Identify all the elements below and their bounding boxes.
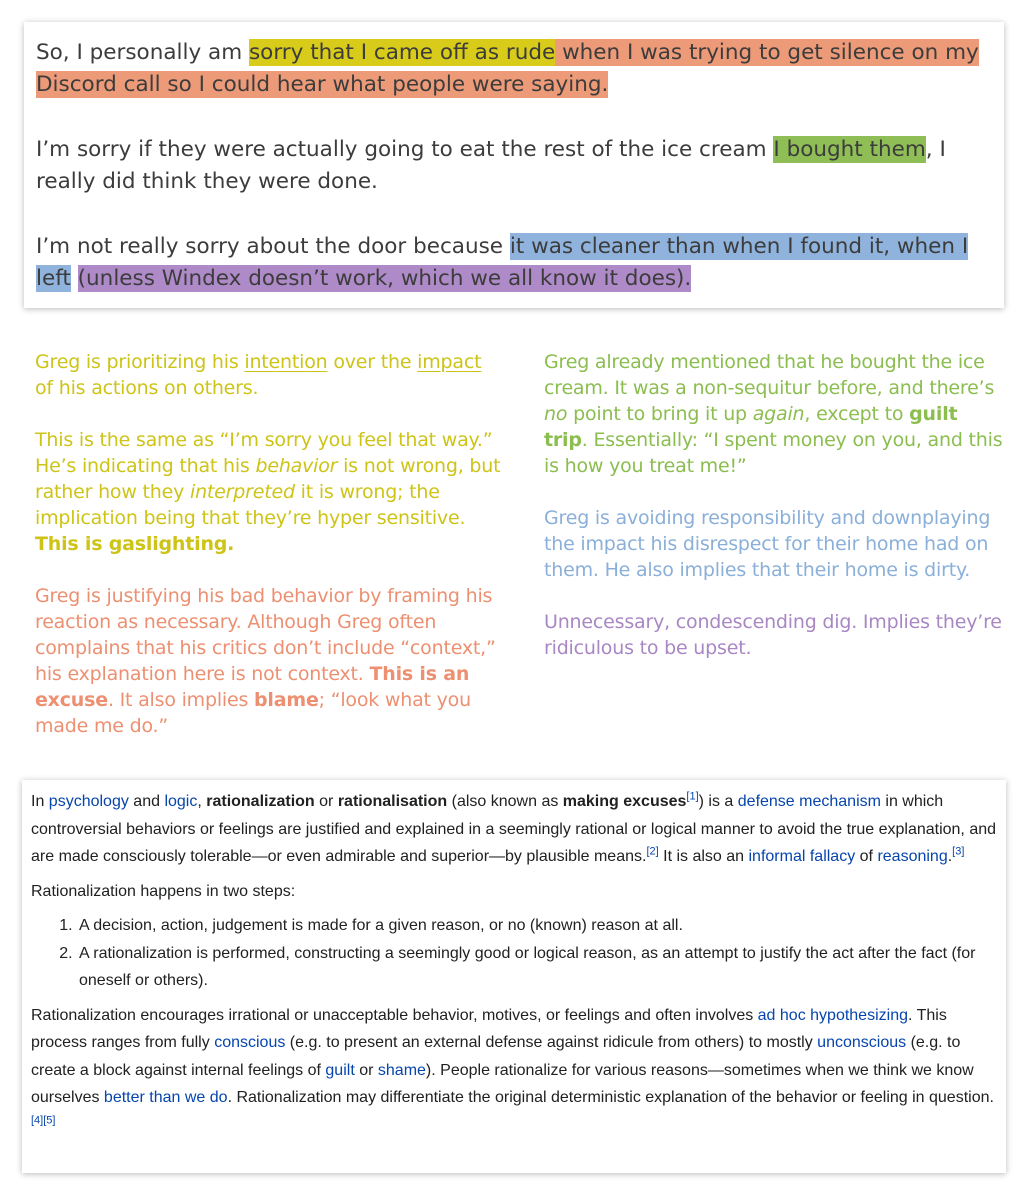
note-guilt-trip xyxy=(544,349,1004,479)
wiki-bold-term: making excuses xyxy=(562,793,687,810)
note-text: . Essentially: “I spent money on you, and this is how you treat me!” xyxy=(544,429,1003,477)
note-text: ; “look what you made me do.” xyxy=(35,689,471,737)
citation-3[interactable]: [3] xyxy=(952,845,965,858)
link-defense-mechanism[interactable]: defense mechanism xyxy=(737,793,881,810)
note-text: it is wrong; the implication being that they’re hyper sensitive. xyxy=(35,481,466,529)
citation-2[interactable]: [2] xyxy=(646,845,659,858)
note-bold: guilt trip xyxy=(544,403,958,451)
note-intention-impact xyxy=(35,349,505,401)
quote-text xyxy=(71,266,78,291)
wiki-text: It is also an xyxy=(658,848,749,865)
note-gaslighting xyxy=(35,427,505,557)
link-informal-fallacy[interactable]: informal fallacy xyxy=(748,848,856,865)
highlight-orange: when I was trying to get silence on my Discord call so I could hear what people were saying. xyxy=(36,40,979,97)
wiki-text: or xyxy=(314,793,338,810)
note-text: , except to xyxy=(804,403,910,425)
wiki-text: ) is a xyxy=(698,793,738,810)
note-text: of his actions on others. xyxy=(35,377,259,399)
wiki-text: in which controversial behaviors or feelings are justified and explained in a seemingly rational or logical manner to avoid the true explanation, and are made consciously tolerable—or even admirable and superior—by plausible means. xyxy=(31,793,997,865)
quote-text: , I really did think they were done. xyxy=(36,137,946,194)
wiki-text: (also known as xyxy=(447,793,563,810)
wiki-text: (e.g. to create a block against internal feelings of xyxy=(31,1034,961,1079)
wiki-text: In xyxy=(31,793,49,810)
wiki-text: ). People rationalize for various reasons—sometimes when we think we know ourselves xyxy=(31,1061,974,1106)
highlight-blue: it was cleaner than when I found it, when I left xyxy=(36,234,969,291)
wiki-text: or xyxy=(354,1061,378,1079)
wiki-text: of xyxy=(855,848,878,865)
wiki-text: Rationalization encourages irrational or unacceptable behavior, motives, or feelings and often involves xyxy=(31,1006,758,1024)
wiki-text: and xyxy=(128,793,165,810)
note-text: This is the same as “I’m sorry you feel that way.” He’s indicating that his xyxy=(35,429,493,477)
link-better-than-we-do[interactable]: better than we do xyxy=(103,1089,228,1106)
wiki-text: (e.g. to present an external defense against ridicule from others) to mostly xyxy=(285,1034,818,1051)
link-unconscious[interactable]: unconscious xyxy=(817,1034,907,1051)
note-bold: This is an excuse xyxy=(35,663,470,711)
link-logic[interactable]: logic xyxy=(164,793,198,810)
note-text: Greg is justifying his bad behavior by framing his reaction as necessary. Although Greg often complains that his critics don’t include “context,” his explanation here is not context. xyxy=(35,585,496,685)
wiki-text: . xyxy=(947,848,953,865)
note-italic: interpreted xyxy=(190,481,295,503)
quote-paragraph-1 xyxy=(36,37,990,101)
wiki-text: . Rationalization may differentiate the original deterministic explanation of the behavior or feeling in question. xyxy=(227,1089,994,1106)
wiki-paragraph-1 xyxy=(31,788,996,871)
citation-5[interactable]: [5] xyxy=(43,1114,56,1127)
citation-4[interactable]: [4] xyxy=(31,1114,44,1127)
note-excuse xyxy=(35,583,505,739)
wiki-text: , xyxy=(197,793,207,810)
wiki-bold-term: rationalisation xyxy=(337,793,448,810)
highlight-yellow: sorry that I came off as rude xyxy=(248,40,556,65)
note-underline: intention xyxy=(244,351,328,373)
link-reasoning[interactable]: reasoning xyxy=(877,848,948,865)
link-ad-hoc-hypothesizing[interactable]: ad hoc hypothesizing xyxy=(757,1006,908,1024)
quote-paragraph-2 xyxy=(36,134,990,198)
list-item: 2. A rationalization is performed, constructing a seemingly good or logical reason, as an attempt to justify the act after the fact (for oneself or others). xyxy=(77,940,996,995)
note-italic: behavior xyxy=(255,455,338,477)
note-bold: blame xyxy=(254,689,319,711)
quote-paragraph-3 xyxy=(36,231,990,295)
steps-list xyxy=(31,912,996,995)
note-underline: impact xyxy=(417,351,482,373)
note-text: Greg is prioritizing his xyxy=(35,351,245,373)
note-bold: This is gaslighting. xyxy=(35,533,235,555)
link-psychology[interactable]: psychology xyxy=(48,793,129,810)
quote-text: So, I personally am xyxy=(36,40,249,65)
notes-left-column xyxy=(35,349,505,765)
note-responsibility: Greg is avoiding responsibility and downplaying the impact his disrespect for their home had on them. He also implies that their home is dirty. xyxy=(544,507,991,581)
wikipedia-excerpt-body xyxy=(31,788,996,1146)
highlight-green: I bought them xyxy=(773,137,926,162)
quote-text: I’m not really sorry about the door because xyxy=(36,234,510,259)
note-text: Greg already mentioned that he bought the ice cream. It was a non-sequitur before, and there’s xyxy=(544,351,995,399)
quote-card xyxy=(24,22,1004,308)
note-italic: no xyxy=(544,403,568,425)
list-item: 1. A decision, action, judgement is made for a given reason, or no (known) reason at all. xyxy=(77,912,996,940)
wiki-text: . This process ranges from fully xyxy=(31,1006,947,1051)
citation-1[interactable]: [1] xyxy=(686,790,699,803)
note-italic: again xyxy=(752,403,805,425)
quote-text: I’m sorry if they were actually going to eat the rest of the ice cream xyxy=(36,137,774,162)
link-guilt[interactable]: guilt xyxy=(325,1061,355,1079)
wiki-bold-term: rationalization xyxy=(206,793,315,810)
highlight-purple: (unless Windex doesn’t work, which we all know it does). xyxy=(77,266,692,291)
notes-right-column xyxy=(544,349,1004,687)
note-condescending: Unnecessary, condescending dig. Implies they’re ridiculous to be upset. xyxy=(544,611,1002,659)
note-text: is not wrong, but rather how they xyxy=(35,455,501,503)
note-text: point to bring it up xyxy=(567,403,753,425)
note-text: . It also implies xyxy=(107,689,255,711)
link-shame[interactable]: shame xyxy=(377,1061,426,1079)
note-text: over the xyxy=(327,351,418,373)
link-conscious[interactable]: conscious xyxy=(214,1034,286,1051)
wiki-paragraph-2: Rationalization happens in two steps: xyxy=(31,882,296,900)
wiki-paragraph-3 xyxy=(31,1002,996,1140)
wikipedia-excerpt-card xyxy=(22,780,1006,1173)
